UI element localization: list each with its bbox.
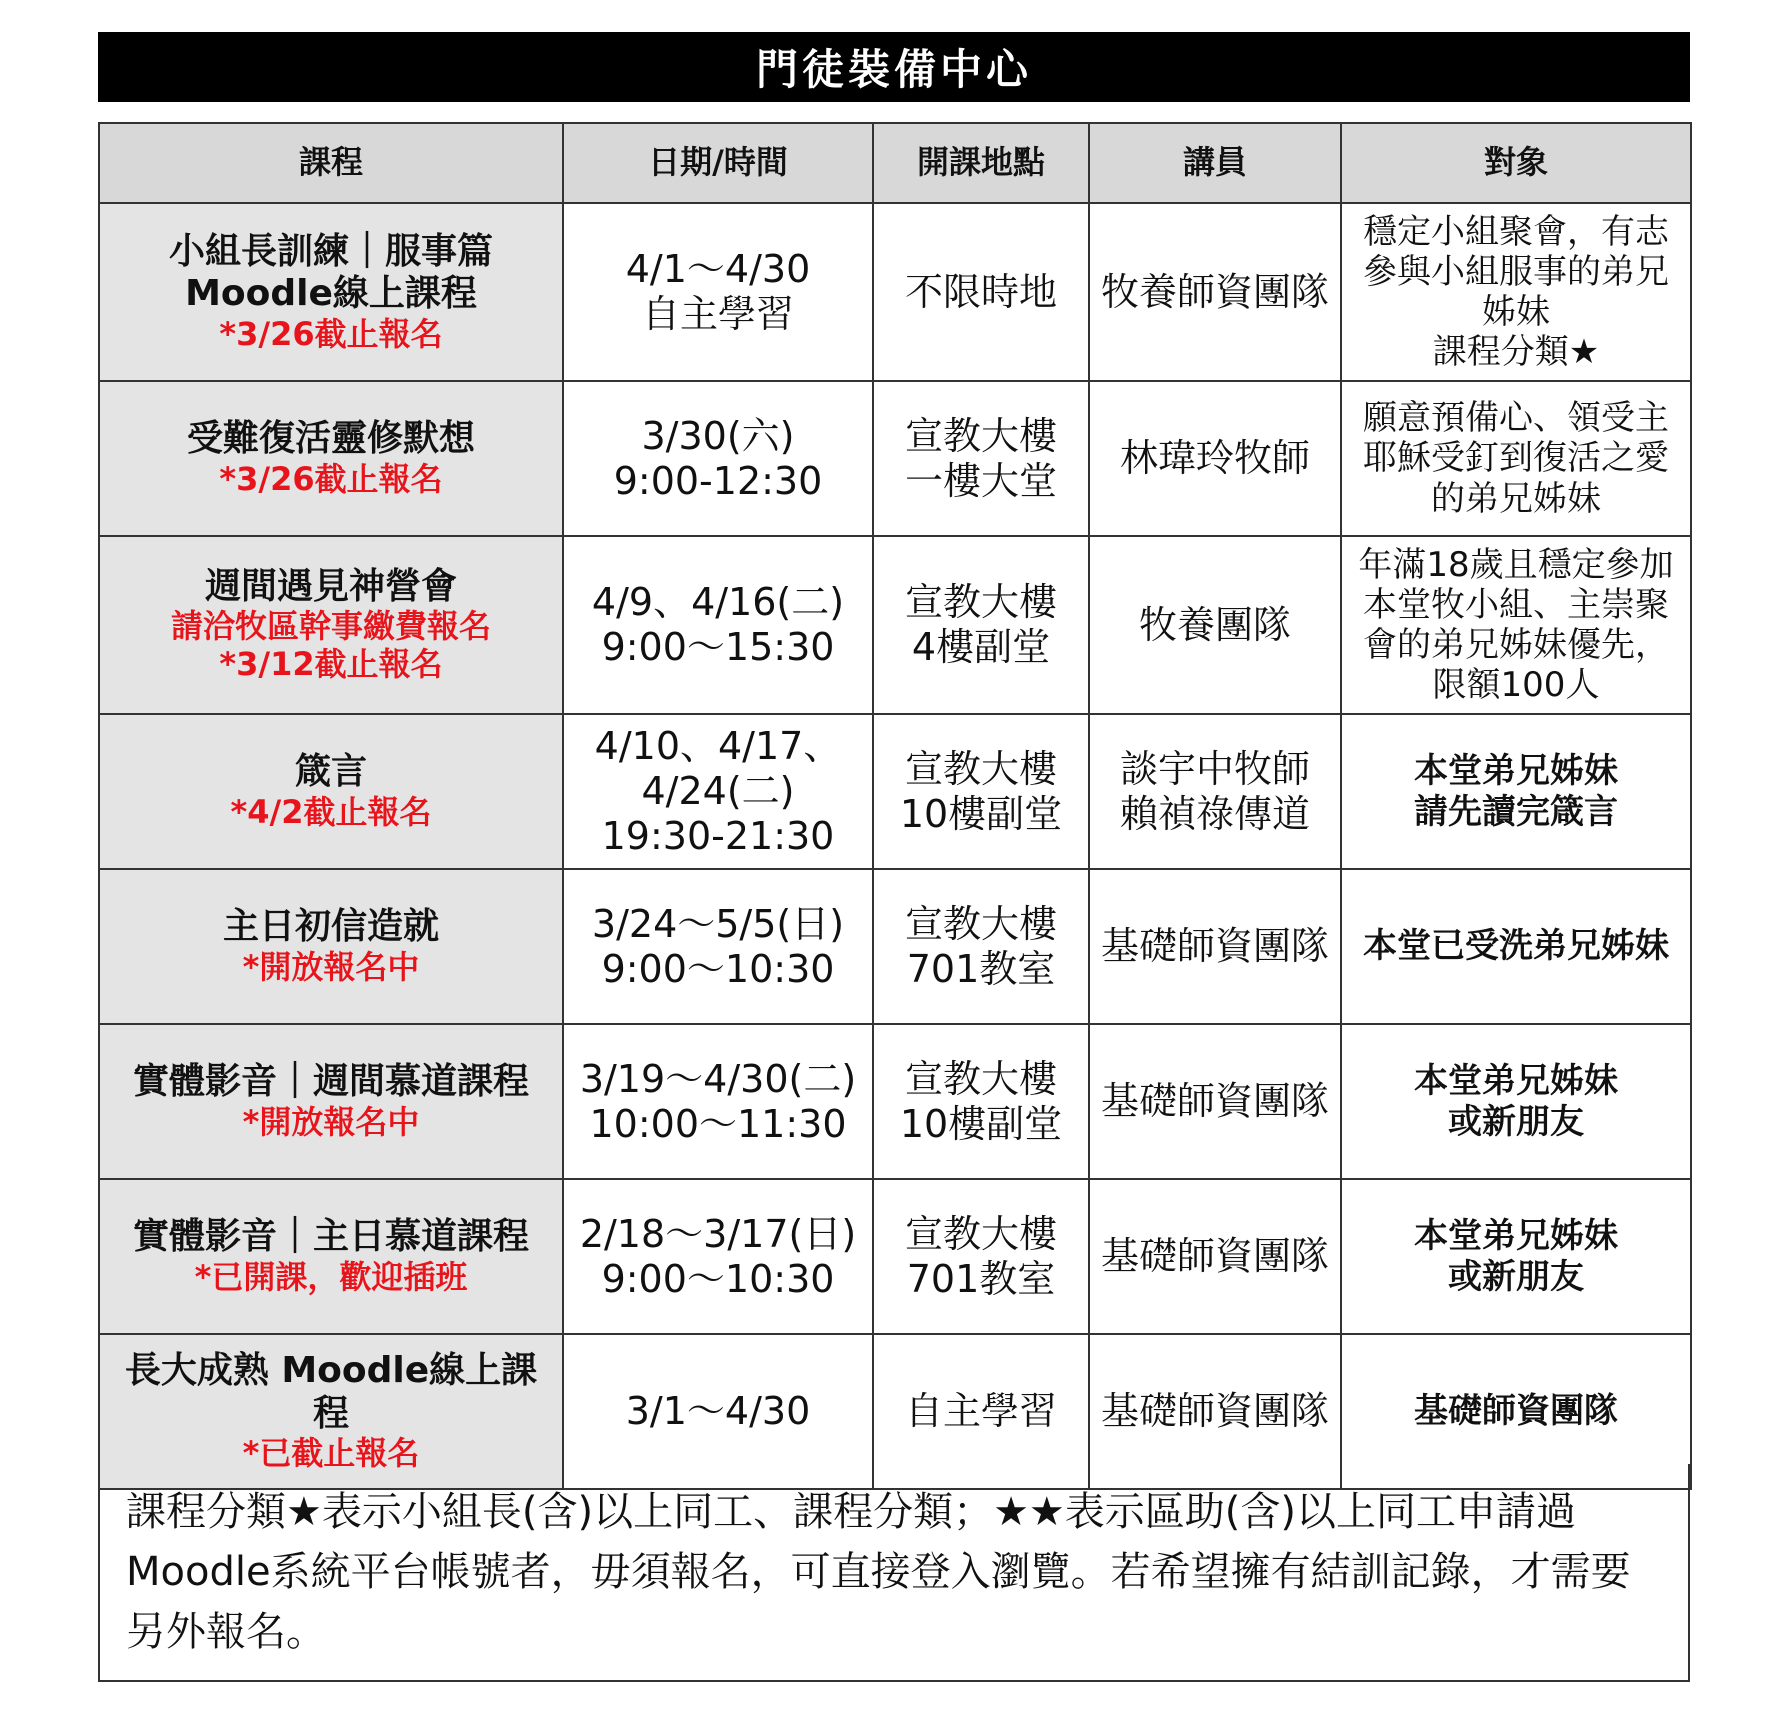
target-cell [1341,381,1691,536]
datetime-text: 4/9、4/16(二) [591,580,845,625]
speaker-cell [1089,536,1341,714]
registration-note: *開放報名中 [242,1102,420,1141]
location-text: 701教室 [906,1256,1056,1301]
course-name: 箴言 [294,751,367,793]
target-text: 本堂已受洗弟兄姊妹 [1363,926,1669,967]
speaker-text: 基礎師資團隊 [1100,1079,1329,1124]
table-row [99,536,1691,714]
location-text: 宣教大樓 [904,1056,1057,1101]
header-course: 課程 [99,123,563,203]
datetime-text: 3/24～5/5(日) [591,901,845,946]
speaker-cell [1089,1179,1341,1334]
location-text: 宣教大樓 [904,580,1057,625]
speaker-text: 牧養師資團隊 [1100,269,1329,314]
datetime-text: 3/1～4/30 [625,1389,811,1434]
speaker-text: 賴禎祿傳道 [1119,791,1310,836]
target-text: 本堂弟兄姊妹 [1414,751,1618,792]
target-cell [1341,1179,1691,1334]
datetime-cell [563,714,873,869]
target-text: 或新朋友 [1448,1256,1584,1297]
datetime-text: 3/30(六) [641,413,795,458]
location-text: 宣教大樓 [904,746,1057,791]
header-datetime: 日期/時間 [563,123,873,203]
location-text: 自主學習 [904,1389,1057,1434]
course-name: 長大成熟 Moodle線上課程 [124,1350,538,1434]
location-cell [873,381,1089,536]
page-title: 門徒裝備中心 [98,32,1690,102]
speaker-text: 基礎師資團隊 [1100,1234,1329,1279]
course-table-body [99,203,1691,1489]
location-text: 一樓大堂 [904,458,1057,503]
registration-note: *已截止報名 [242,1434,420,1473]
target-cell [1341,203,1691,381]
speaker-cell [1089,1024,1341,1179]
location-cell [873,714,1089,869]
course-name: 實體影音｜週間慕道課程 [132,1061,529,1103]
header-location: 開課地點 [873,123,1089,203]
course-cell [99,714,563,869]
location-text: 宣教大樓 [904,901,1057,946]
course-name: 小組長訓練｜服事篇 [168,230,493,272]
target-cell [1341,1024,1691,1179]
course-cell [99,381,563,536]
datetime-cell [563,536,873,714]
target-text: 本堂弟兄姊妹 [1414,1216,1618,1257]
datetime-text: 4/1～4/30 [625,247,811,292]
course-cell [99,536,563,714]
course-name: 受難復活靈修默想 [186,418,475,460]
footnote: 課程分類★表示小組長(含)以上同工、課程分類；★★表示區助(含)以上同工申請過Moodle系統平台帳號者，毋須報名，可直接登入瀏覽。若希望擁有結訓記錄，才需要另外報名。 [98,1464,1690,1682]
target-text: 本堂弟兄姊妹 [1414,1061,1618,1102]
speaker-text: 牧養團隊 [1138,602,1291,647]
datetime-text: 10:00～11:30 [589,1101,847,1146]
datetime-cell [563,203,873,381]
course-table [98,122,1692,1490]
datetime-cell [563,1179,873,1334]
datetime-text: 9:00～10:30 [601,1256,835,1301]
course-cell [99,203,563,381]
location-text: 宣教大樓 [904,413,1057,458]
datetime-text: 4/10、4/17、 [594,724,842,769]
location-text: 10樓副堂 [899,1101,1063,1146]
location-cell [873,203,1089,381]
registration-note: 請洽牧區幹事繳費報名 [170,607,491,646]
registration-note: *4/2截止報名 [230,792,432,831]
table-row [99,1179,1691,1334]
table-row [99,203,1691,381]
course-name: Moodle線上課程 [185,273,477,315]
target-text: 年滿18歲且穩定參加本堂牧小組、主崇聚會的弟兄姊妹優先，限額100人 [1358,544,1674,706]
location-text: 4樓副堂 [911,625,1051,669]
datetime-text: 4/24(二) [641,769,795,814]
datetime-cell [563,1024,873,1179]
target-text: 穩定小組聚會，有志參與小組服事的弟兄姊妹 [1363,211,1669,332]
target-text: 請先讀完箴言 [1414,791,1618,832]
course-name: 主日初信造就 [222,906,439,948]
registration-note: *開放報名中 [242,947,420,986]
speaker-cell [1089,203,1341,381]
target-text: 基礎師資團隊 [1414,1391,1618,1432]
registration-note: *3/12截止報名 [219,645,443,684]
target-cell [1341,536,1691,714]
speaker-text: 基礎師資團隊 [1100,1389,1329,1434]
speaker-text: 林瑋玲牧師 [1119,436,1310,481]
datetime-text: 9:00～15:30 [601,625,835,669]
table-row [99,381,1691,536]
registration-note: *3/26截止報名 [219,314,443,353]
datetime-text: 3/19～4/30(二) [579,1056,857,1101]
datetime-text: 自主學習 [641,292,794,336]
registration-note: *3/26截止報名 [219,459,443,498]
table-row [99,869,1691,1024]
location-cell [873,1179,1089,1334]
target-text: 或新朋友 [1448,1101,1584,1142]
location-text: 701教室 [906,946,1056,991]
registration-note: *已開課，歡迎插班 [194,1257,468,1296]
table-row [99,714,1691,869]
location-text: 宣教大樓 [904,1211,1057,1256]
location-text: 不限時地 [904,269,1057,314]
location-text: 10樓副堂 [899,791,1063,836]
target-text: 願意預備心、領受主耶穌受釘到復活之愛的弟兄姊妹 [1363,398,1669,519]
table-row [99,1024,1691,1179]
target-cell [1341,714,1691,869]
datetime-text: 9:00-12:30 [613,458,823,503]
location-cell [873,536,1089,714]
course-name: 週間遇見神營會 [204,566,457,608]
speaker-text: 談宇中牧師 [1119,746,1310,791]
datetime-text: 19:30-21:30 [601,813,835,858]
datetime-text: 9:00～10:30 [601,946,835,991]
course-cell [99,1179,563,1334]
location-cell [873,869,1089,1024]
target-cell [1341,869,1691,1024]
location-cell [873,1024,1089,1179]
course-cell [99,1024,563,1179]
speaker-cell [1089,714,1341,869]
datetime-cell [563,869,873,1024]
table-header-row [99,123,1691,203]
datetime-cell [563,381,873,536]
speaker-text: 基礎師資團隊 [1100,924,1329,969]
datetime-text: 2/18～3/17(日) [579,1211,857,1256]
speaker-cell [1089,381,1341,536]
header-target: 對象 [1341,123,1691,203]
target-text: 課程分類★ [1432,332,1600,373]
speaker-cell [1089,869,1341,1024]
course-name: 實體影音｜主日慕道課程 [132,1216,529,1258]
header-speaker: 講員 [1089,123,1341,203]
course-cell [99,869,563,1024]
